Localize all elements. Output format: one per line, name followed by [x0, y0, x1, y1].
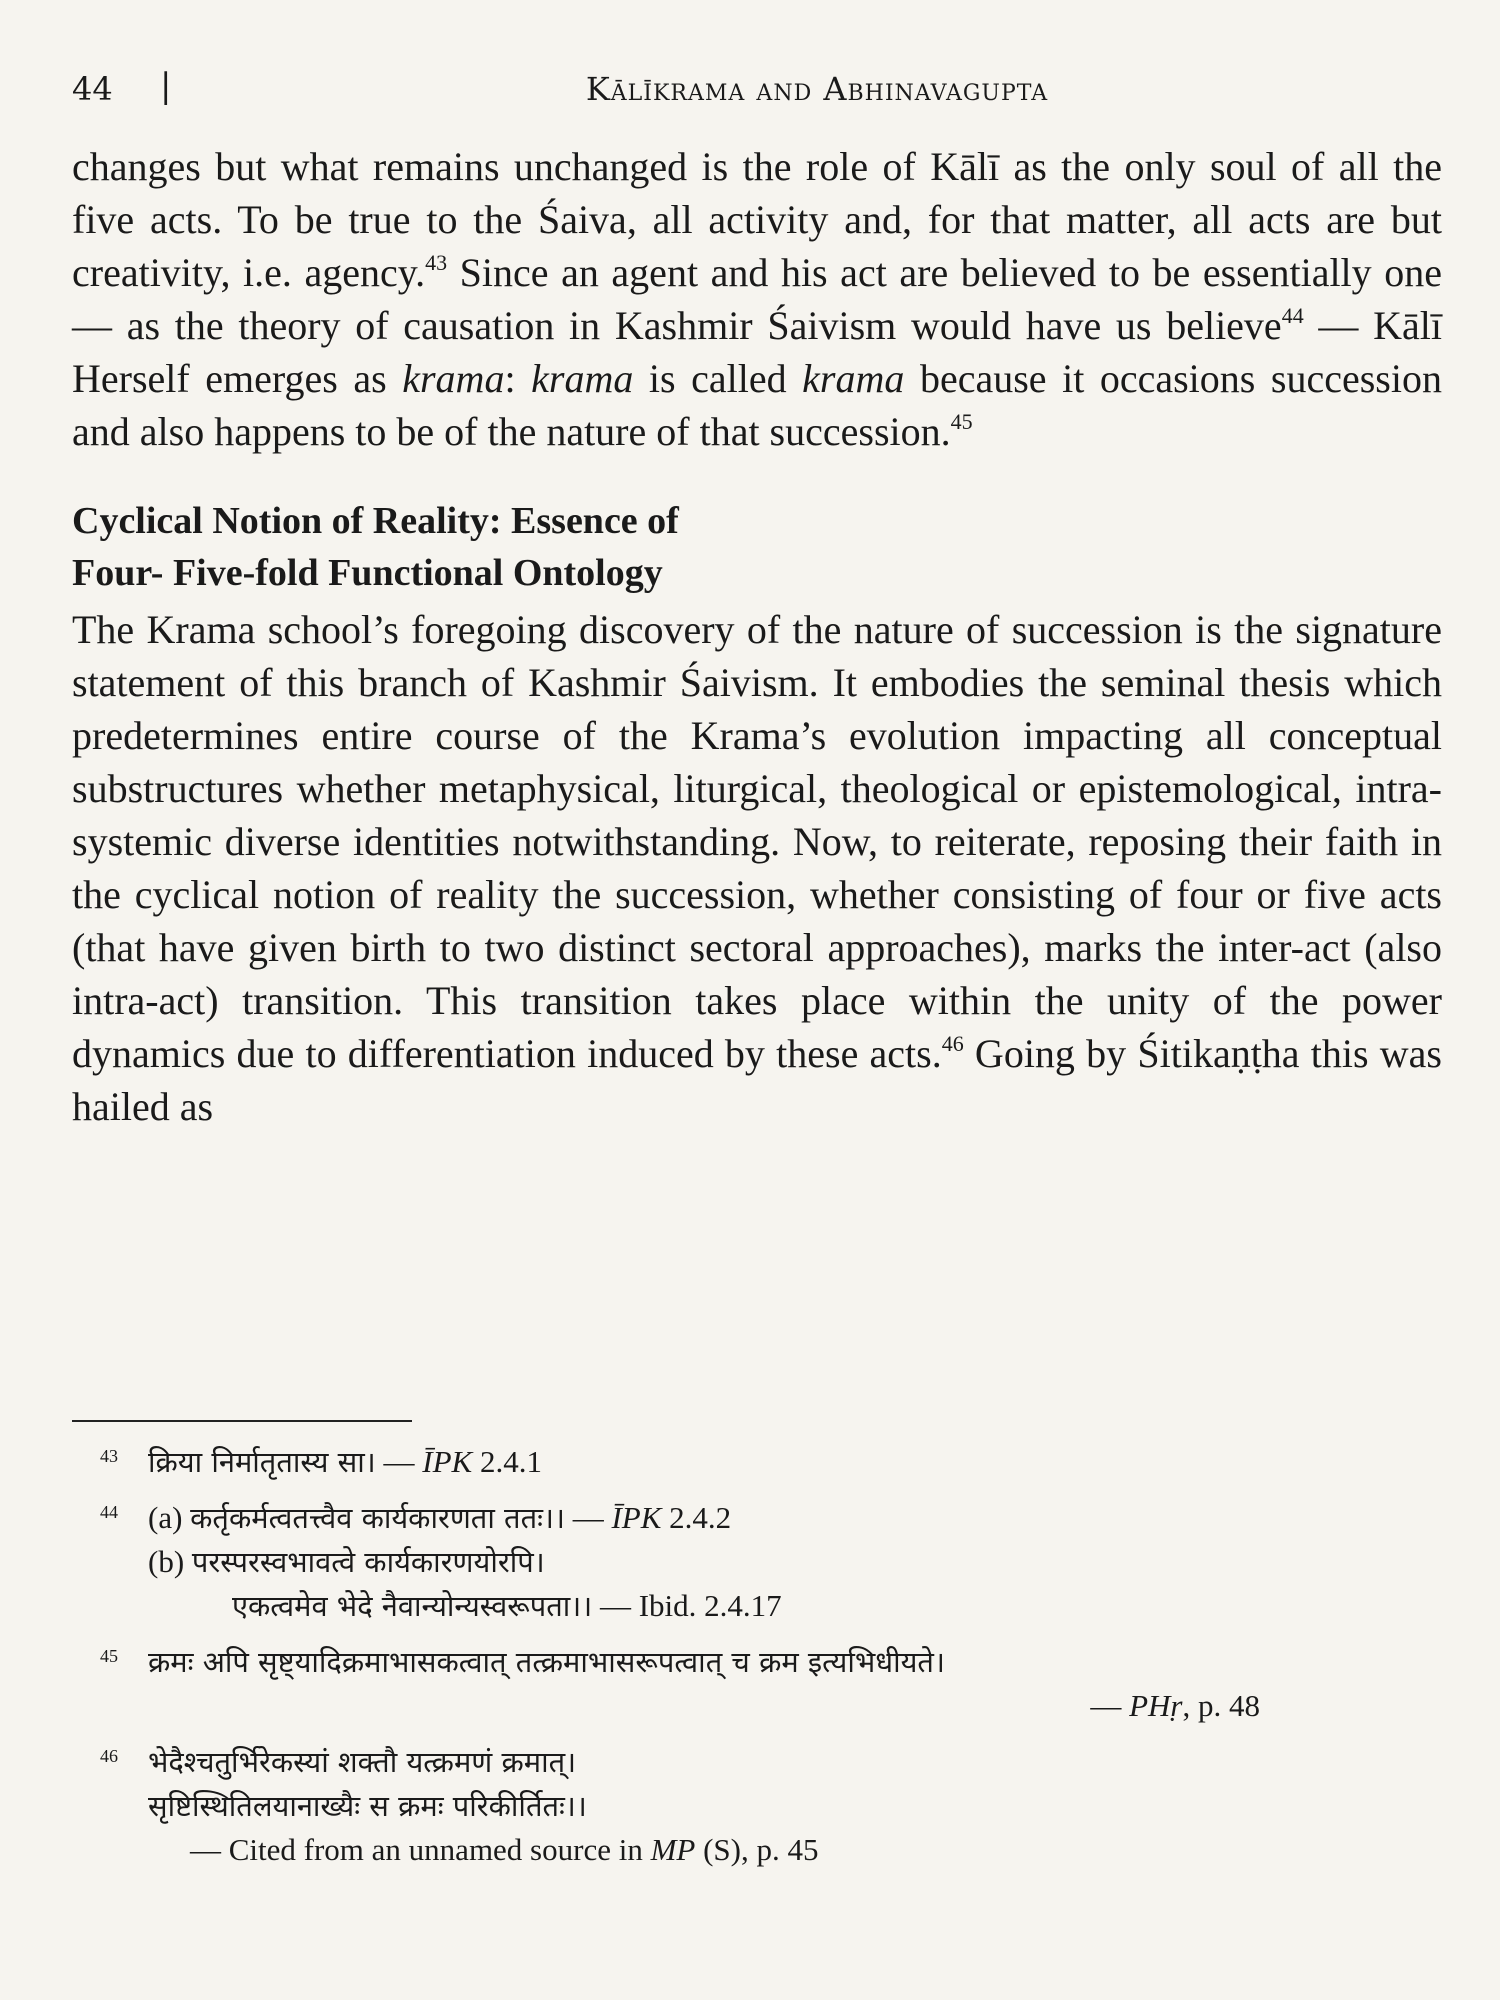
citation-text: — Cited from an unnamed source in	[190, 1832, 651, 1867]
sanskrit-text: सृष्टिस्थितिलयानाख्यैः स क्रमः परिकीर्तितः।।	[148, 1789, 587, 1823]
source-ref: 2.4.1	[472, 1444, 542, 1479]
dash: —	[1090, 1688, 1130, 1723]
sanskrit-text: भेदैश्चतुर्भिरेकस्यां शक्तौ यत्क्रमणं क्रमात्।	[148, 1745, 577, 1779]
footnote-44	[100, 1496, 1300, 1628]
footnote-number: 44	[100, 1502, 118, 1522]
italic-term: krama	[802, 356, 905, 402]
paragraph-1-text: — Kālī Herself emerges as	[72, 303, 1442, 402]
source-abbrev: PHṛ	[1129, 1688, 1183, 1723]
footnote-ref-45: 45	[950, 409, 973, 435]
sub-label: (a)	[148, 1500, 191, 1535]
paragraph-1-text: is called	[633, 356, 803, 402]
source-abbrev: ĪPK	[611, 1500, 662, 1535]
footnote-43	[100, 1440, 1300, 1484]
source-ref: , p. 48	[1182, 1688, 1260, 1723]
footnotes	[100, 1440, 1300, 1884]
footnote-ref-43: 43	[425, 250, 448, 276]
section-heading	[72, 495, 1442, 599]
footnote-number: 43	[100, 1446, 118, 1466]
footnote-number: 45	[100, 1646, 118, 1666]
italic-term: krama	[531, 356, 634, 402]
source-ref: 2.4.2	[661, 1500, 732, 1535]
source-ref: — Ibid. 2.4.17	[592, 1588, 782, 1623]
footnote-number: 46	[100, 1746, 118, 1766]
footnote-ref-44: 44	[1281, 303, 1304, 329]
section-heading-line-1: Cyclical Notion of Reality: Essence of	[72, 499, 679, 542]
sanskrit-text: क्रमः अपि सृष्ट्यादिक्रमाभासकत्वात् तत्क्रमाभासरूपत्वात् च क्रम इत्यभिधीयते।	[148, 1645, 945, 1679]
sub-label: (b)	[148, 1544, 192, 1579]
paragraph-2	[72, 603, 1442, 1134]
source-abbrev: ĪPK	[422, 1444, 473, 1479]
footnote-46	[100, 1740, 1300, 1872]
italic-term: krama	[402, 356, 505, 402]
main-text	[72, 140, 1442, 1134]
footnote-divider	[72, 1420, 412, 1422]
paragraph-1-text: :	[504, 356, 532, 402]
source-abbrev: MP	[650, 1832, 696, 1867]
sanskrit-text: कर्तृकर्मत्वतत्त्वैव कार्यकारणता ततः।।	[190, 1501, 565, 1535]
sanskrit-text: क्रिया निर्मातृतास्य सा।	[148, 1445, 376, 1479]
dash: —	[564, 1500, 612, 1535]
paragraph-1-text: Since an agent and his act are believed to be essentially one — as the theory of causation in Kashmir Śaivism would have us believe	[72, 250, 1442, 349]
footnote-ref-46: 46	[941, 1031, 964, 1057]
footnote-45	[100, 1640, 1300, 1728]
paragraph-1	[72, 140, 1442, 459]
paragraph-2-text: Going by Śitikaṇṭha this was hailed as	[72, 1031, 1442, 1130]
paragraph-1-text: because it occasions succession and also happens to be of the nature of that succession.	[72, 356, 1442, 455]
paragraph-1-text: changes but what remains unchanged is the role of Kālī as the only soul of all the five acts. To be true to the Śaiva, all activity and, for that matter, all acts are but creativity, i.e. agency.	[72, 144, 1442, 296]
section-heading-line-2: Four- Five-fold Functional Ontology	[72, 551, 663, 594]
paragraph-2-text: The Krama school’s foregoing discovery of the nature of succession is the signature statement of this branch of Kashmir Śaivism. It embodies the seminal thesis which predetermines entire course of the Krama’s evolution impacting all conceptual substructures whether metaphysical, liturgical, theological or epistemological, intra-systemic diverse identities notwithstanding. Now, to reiterate, reposing their faith in the cyclical notion of reality the succession, whether consisting of four or five acts (that have given birth to two distinct sectoral approaches), marks the inter-act (also intra-act) transition. This transition takes place within the unity of the power dynamics due to differentiation induced by these acts.	[72, 606, 1442, 1077]
page-number: 44	[72, 70, 113, 108]
header-separator: |	[160, 66, 172, 106]
running-header	[72, 66, 1442, 116]
sanskrit-text: एकत्वमेव भेदे नैवान्योन्यस्वरूपता।।	[232, 1589, 593, 1623]
sanskrit-text: परस्परस्वभावत्वे कार्यकारणयोरपि।	[191, 1545, 545, 1579]
running-title: Kālīkrama and Abhinavagupta	[585, 70, 1049, 108]
dash: —	[375, 1444, 423, 1479]
citation-text: (S), p. 45	[695, 1832, 819, 1867]
